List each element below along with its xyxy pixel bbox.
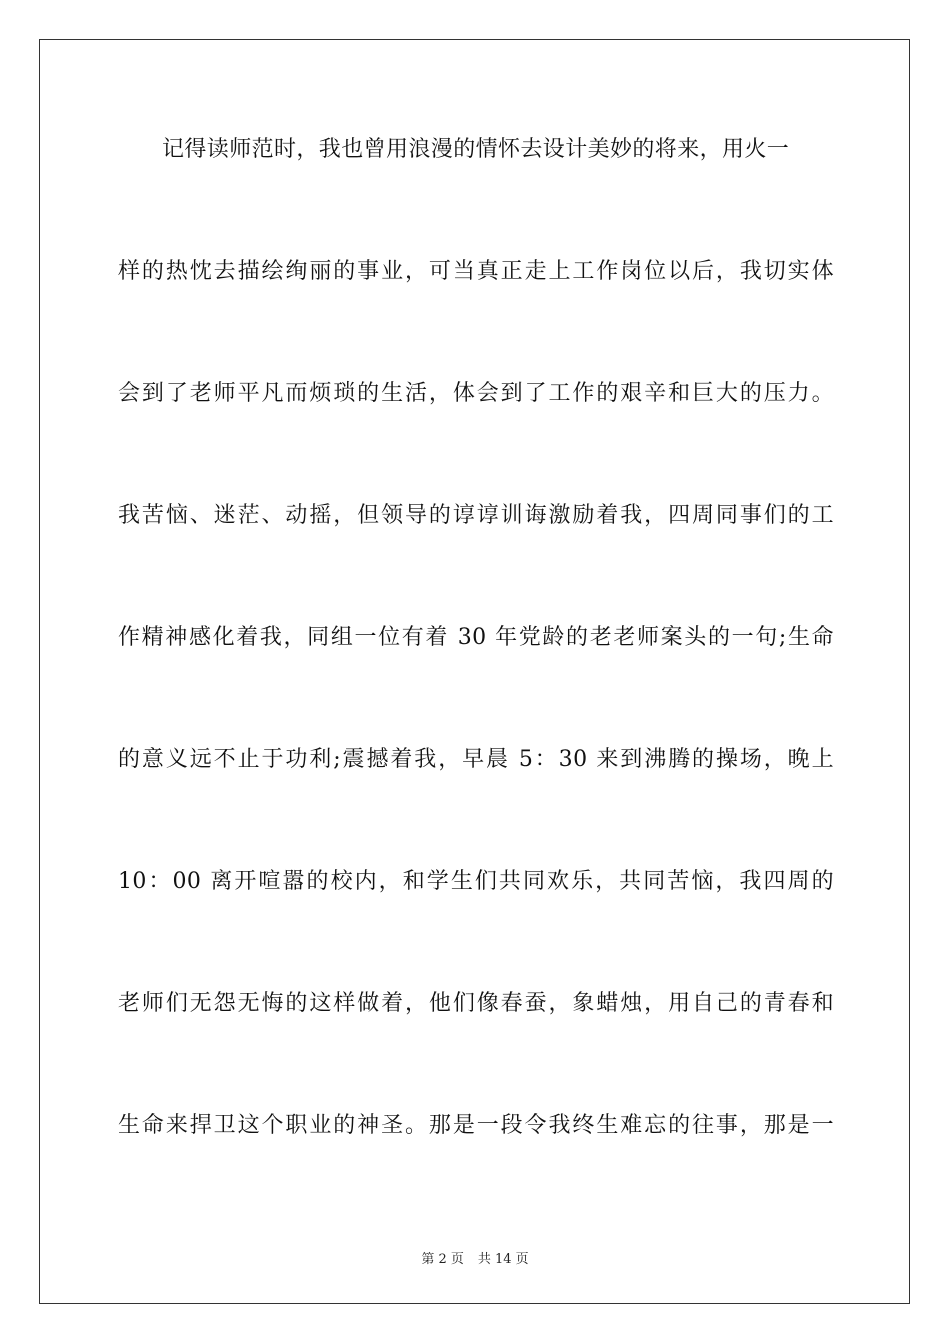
page-number: 第 2 页 xyxy=(421,1252,464,1267)
page-total: 共 14 页 xyxy=(477,1252,529,1267)
text-line-6: 的意义远不止于功利;震撼着我，早晨 5：30 来到沸腾的操场，晚上 xyxy=(118,747,834,772)
text-line-7: 10：00 离开喧嚣的校内，和学生们共同欢乐，共同苦恼，我四周的 xyxy=(118,869,834,894)
text-line-8: 老师们无怨无悔的这样做着，他们像春蚕，象蜡烛，用自己的青春和 xyxy=(118,991,834,1016)
document-body xyxy=(118,122,834,1220)
page-footer xyxy=(0,1248,950,1267)
text-line-3: 会到了老师平凡而烦琐的生活，体会到了工作的艰辛和巨大的压力。 xyxy=(118,381,834,406)
text-line-5: 作精神感化着我，同组一位有着 30 年党龄的老老师案头的一句;生命 xyxy=(118,625,834,650)
text-line-1: 记得读师范时，我也曾用浪漫的情怀去设计美妙的将来，用火一 xyxy=(162,137,790,162)
text-line-4: 我苦恼、迷茫、动摇，但领导的谆谆训诲激励着我，四周同事们的工 xyxy=(118,503,834,528)
text-line-2: 样的热忱去描绘绚丽的事业，可当真正走上工作岗位以后，我切实体 xyxy=(118,259,834,284)
text-line-9: 生命来捍卫这个职业的神圣。那是一段令我终生难忘的往事，那是一 xyxy=(118,1113,834,1138)
